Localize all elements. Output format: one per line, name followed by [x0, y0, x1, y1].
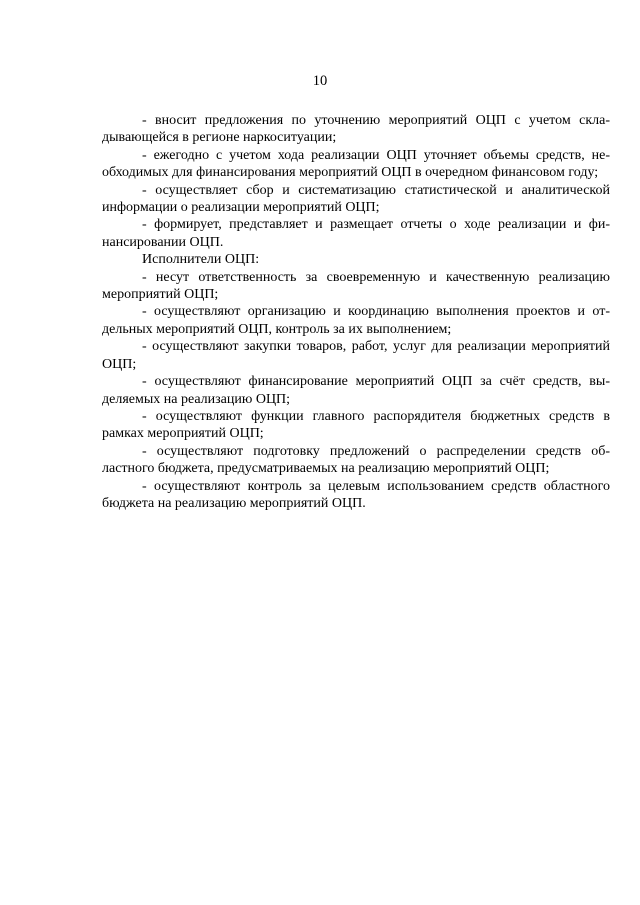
paragraph-executors-heading: Исполнители ОЦП:: [142, 252, 260, 268]
paragraph-financing: - осуществляют финансирование мероприятий ОЦП за счёт средств, выделяемых на реализацию ОЦП;: [102, 374, 610, 407]
paragraph-statistics: - осуществляет сбор и систематизацию статистической и аналитической информации о реализации мероприятий ОЦП;: [102, 182, 610, 216]
paragraph-annual-funding: - ежегодно с учетом хода реализации ОЦП уточняет объемы средств, необходимых для финансирования мероприятий ОЦП в очередном финансовом году;: [102, 147, 610, 181]
page-number: 10: [312, 73, 328, 89]
paragraph-coordination: - осуществляют организацию и координацию выполнения проектов и отдельных мероприятий ОЦП, контроль за их выполнением;: [102, 304, 610, 337]
paragraph-responsibility: - несут ответственность за своевременную и качественную реализацию мероприятий ОЦП;: [102, 269, 610, 303]
paragraph-reports: - формирует, представляет и размещает отчеты о ходе реализации и финансировании ОЦП.: [102, 217, 610, 250]
paragraph-control: - осуществляют контроль за целевым использованием средств областного бюджета на реализацию мероприятий ОЦП.: [102, 478, 610, 511]
document-body: [102, 112, 610, 512]
paragraph-budget-manager: - осуществляют функции главного распорядителя бюджетных средств в рамках мероприятий ОЦП;: [102, 408, 610, 442]
paragraph-budget-proposals: - осуществляют подготовку предложений о распределении средств областного бюджета, предусматриваемых на реализацию мероприятий ОЦП;: [102, 443, 610, 477]
paragraph-proposals: - вносит предложения по уточнению мероприятий ОЦП с учетом складывающейся в регионе наркоситуации;: [102, 113, 610, 146]
paragraph-procurement: - осуществляют закупки товаров, работ, услуг для реализации мероприятий ОЦП;: [102, 339, 610, 372]
